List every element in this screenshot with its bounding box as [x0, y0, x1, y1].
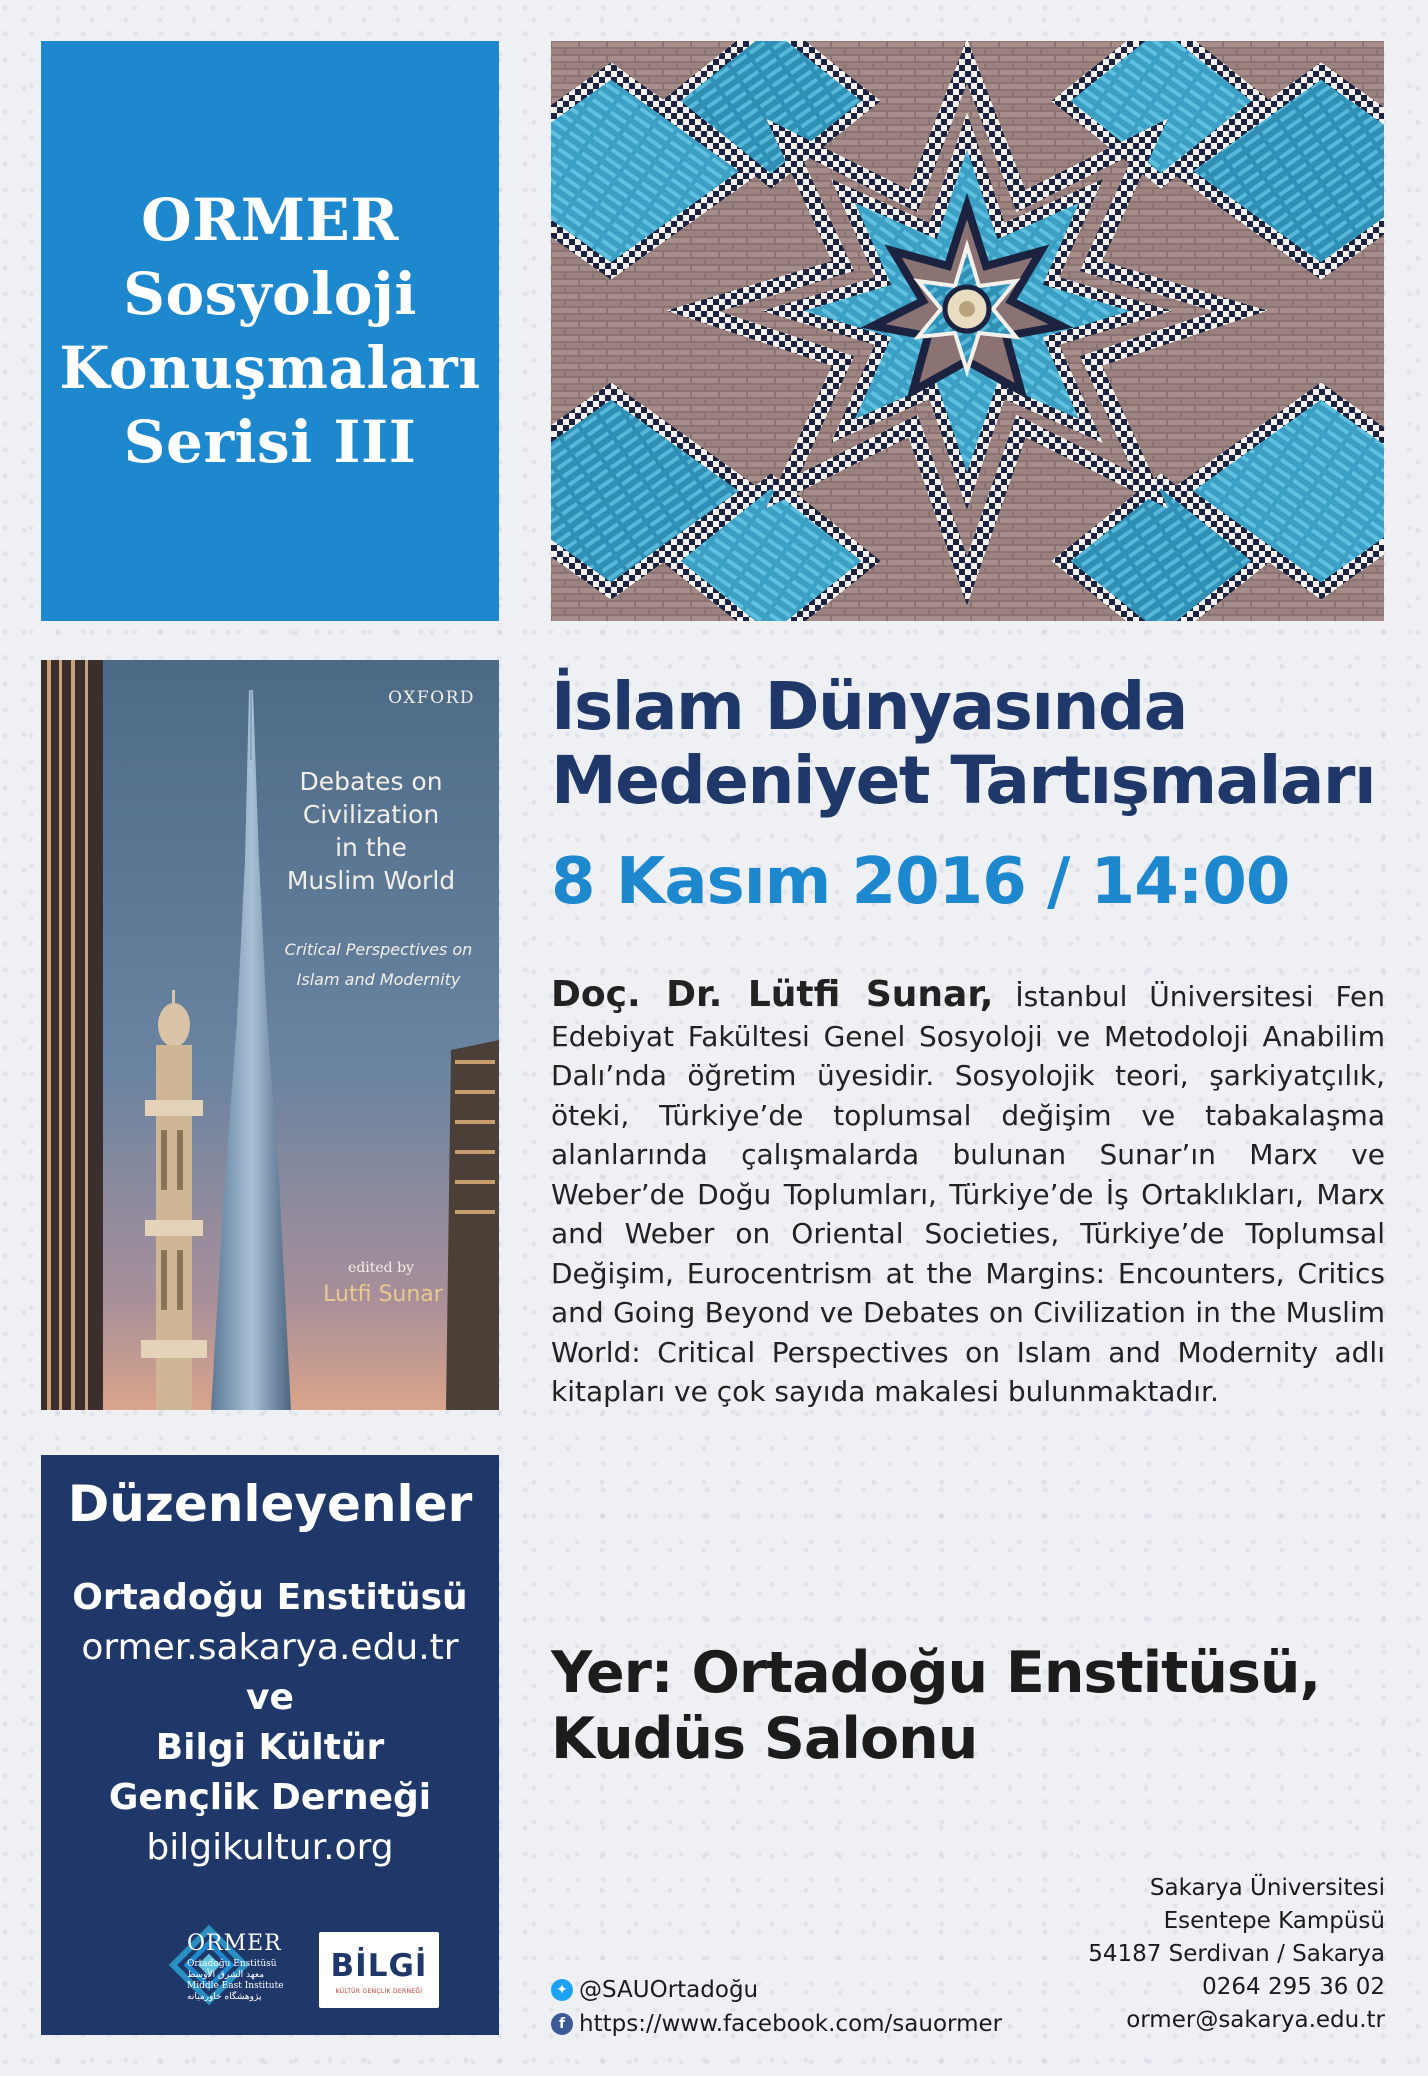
address-line: Esentepe Kampüsü	[1163, 1908, 1385, 1934]
twitter-icon: ✦	[551, 1979, 573, 2001]
twitter-handle[interactable]: @SAUOrtadoğu	[579, 1977, 759, 2003]
email-address[interactable]: ormer@sakarya.edu.tr	[1126, 2007, 1385, 2033]
series-title-line-1: ORMER	[141, 186, 399, 254]
speaker-bio	[551, 975, 1385, 1412]
ormer-logo-line: Ortadoğu Enstitüsü	[187, 1959, 277, 1969]
mosaic-pattern	[551, 41, 1384, 621]
organizer-2-url[interactable]: bilgikultur.org	[146, 1827, 394, 1868]
facebook-icon: f	[551, 2013, 573, 2035]
book-subtitle-line: Critical Perspectives on	[284, 940, 473, 959]
book-title-line: Civilization	[302, 800, 440, 829]
talk-title-line-2: Medeniyet Tartışmaları	[551, 742, 1376, 819]
address-line: Sakarya Üniversitesi	[1149, 1875, 1385, 1901]
bilgi-logo-sub: KÜLTÜR GENÇLİK DERNEĞİ	[335, 1988, 423, 1995]
facebook-link[interactable]	[551, 2007, 1002, 2041]
organizers-heading: Düzenleyenler	[67, 1475, 473, 1533]
address-line: 54187 Serdivan / Sakarya	[1088, 1941, 1385, 1967]
organizer-1-url[interactable]: ormer.sakarya.edu.tr	[81, 1627, 459, 1668]
series-title	[59, 183, 480, 479]
book-publisher: OXFORD	[388, 688, 475, 708]
address-block	[1088, 1872, 1385, 2037]
book-title-line: in the	[335, 833, 407, 862]
social-links	[551, 1973, 1002, 2041]
organizer-2-name-line-2: Gençlik Derneği	[108, 1777, 432, 1818]
book-editor: Lutfi Sunar	[323, 1282, 443, 1307]
facebook-url[interactable]: https://www.facebook.com/sauormer	[579, 2011, 1003, 2037]
series-title-box	[41, 41, 499, 621]
book-title	[261, 765, 481, 897]
book-title-line: Muslim World	[286, 866, 456, 895]
book-cover-image	[41, 660, 499, 1410]
venue-line-2: Kudüs Salonu	[551, 1706, 978, 1772]
organizers-list	[41, 1573, 499, 1873]
organizer-2-name-line-1: Bilgi Kültür	[155, 1727, 385, 1768]
twitter-link[interactable]	[551, 1973, 1002, 2007]
series-title-line-2: Sosyoloji	[123, 260, 417, 328]
ormer-logo-line: Middle East Institute	[187, 1981, 284, 1991]
talk-title-line-1: İslam Dünyasında	[551, 668, 1187, 745]
talk-title	[551, 670, 1411, 818]
venue	[551, 1640, 1320, 1772]
phone-number[interactable]: 0264 295 36 02	[1202, 1974, 1385, 2000]
series-title-line-4: Serisi III	[123, 408, 417, 476]
speaker-bio-text: İstanbul Üniversitesi Fen Edebiyat Fakültesi Genel Sosyoloji ve Metodoloji Anabilim Dalı’nda öğretim üyesidir. Sosyolojik teori, şarkiyatçılık, öteki, Türkiye’de toplumsal değişim ve tabakalaşma alanlarında çalışmalarda bulunan Sunar’ın Marx ve Weber’de Doğu Toplumları, Türkiye’de İş Ortaklıkları, Marx and Weber on Oriental Societies, Türkiye’de Toplumsal Değişim, Eurocentrism at the Margins: Encounters, Critics and Going Beyond ve Debates on Civilization in the Muslim World: Critical Perspectives on Islam and Modernity adlı kitapları ve çok sayıda makalesi bulunmaktadır.	[551, 980, 1385, 1408]
talk-date: 8 Kasım 2016 / 14:00	[551, 845, 1290, 919]
organizers-conjunction: ve	[246, 1677, 294, 1718]
organizers-box	[41, 1455, 499, 2035]
book-subtitle-line: Islam and Modernity	[296, 970, 461, 989]
ormer-logo-line: پژوهشگاه خاورمیانه	[187, 1992, 262, 2002]
ormer-logo-name: ORMER	[187, 1931, 282, 1956]
book-edited-by: edited by	[348, 1260, 414, 1276]
organizer-1-name: Ortadoğu Enstitüsü	[72, 1577, 468, 1618]
series-title-line-3: Konuşmaları	[59, 334, 481, 402]
venue-line-1: Yer: Ortadoğu Enstitüsü,	[551, 1640, 1321, 1706]
book-subtitle	[266, 935, 491, 995]
ormer-logo	[99, 1925, 319, 2015]
mosaic-image	[551, 41, 1384, 621]
speaker-name: Doç. Dr. Lütfi Sunar,	[551, 974, 994, 1015]
ormer-logo-line: معهد الشرق الأوسط	[187, 1970, 265, 1980]
bilgi-logo-name: BİLGİ	[330, 1948, 428, 1984]
book-title-line: Debates on	[299, 767, 443, 796]
bilgi-logo	[319, 1932, 439, 2008]
